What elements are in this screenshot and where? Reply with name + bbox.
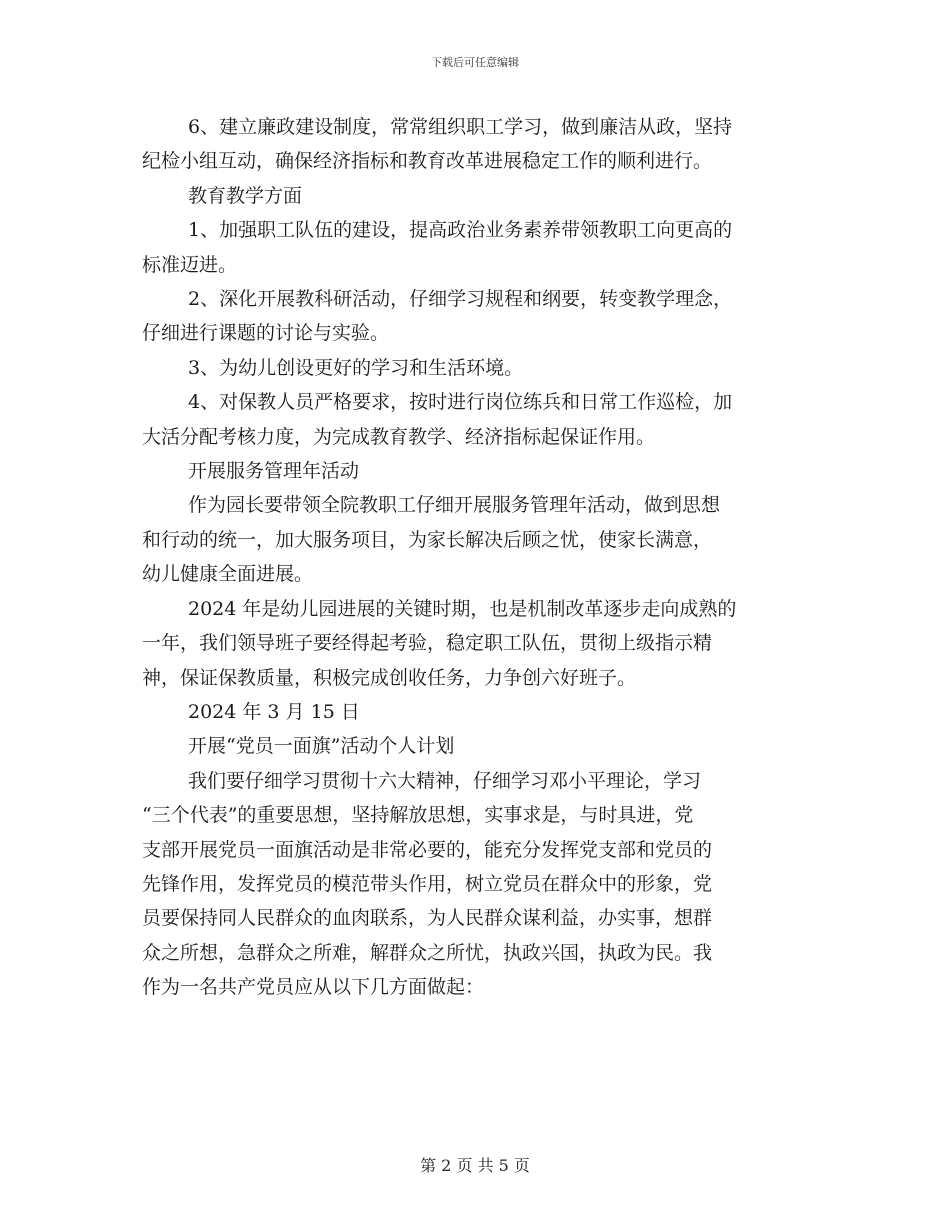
text-line: 纪检小组互动，确保经济指标和教育改革进展稳定工作的顺利进行。 [142, 150, 713, 173]
text-line: 1、加强职工队伍的建设，提高政治业务素养带领教职工向更高的 [188, 219, 733, 242]
text-line: 2、深化开展教科研活动，仔细学习规程和纲要，转变教学理念， [188, 288, 733, 311]
text-line: 支部开展党员一面旗活动是非常必要的，能充分发挥党支部和党员的 [142, 838, 713, 861]
text-line: 标准迈进。 [142, 253, 238, 276]
text-line: 众之所想，急群众之所难，解群众之所忧，执政兴国，执政为民。我 [142, 941, 713, 964]
text-line: 员要保持同人民群众的血肉联系，为人民群众谋利益，办实事，想群 [142, 907, 713, 930]
text-line: 2024 年 3 月 15 日 [188, 700, 360, 723]
text-line: 一年，我们领导班子要经得起考验，稳定职工队伍，贯彻上级指示精 [142, 632, 713, 655]
text-line: 6、建立廉政建设制度，常常组织职工学习，做到廉洁从政，坚持 [188, 116, 733, 138]
text-line: 我们要仔细学习贯彻十六大精神，仔细学习邓小平理论，学习 [188, 769, 702, 792]
text-line: 4、对保教人员严格要求，按时进行岗位练兵和日常工作巡检，加 [188, 391, 733, 414]
text-line: 2024 年是幼儿园进展的关键时期，也是机制改革逐步走向成熟的 [188, 597, 737, 620]
page-header: 下载后可任意编辑 [431, 56, 519, 69]
document-body [142, 110, 810, 1005]
text-line: 大活分配考核力度，为完成教育教学、经济指标起保证作用。 [142, 425, 656, 448]
text-line: 3、为幼儿创设更好的学习和生活环境。 [188, 356, 524, 379]
text-line: 和行动的统一，加大服务项目，为家长解决后顾之忧，使家长满意， [142, 528, 713, 551]
text-line: 教育教学方面 [188, 184, 303, 207]
text-line: 开展“党员一面旗”活动个人计划 [188, 735, 455, 758]
text-line: 开展服务管理年活动 [188, 460, 360, 483]
text-line: “三个代表”的重要思想，坚持解放思想，实事求是，与时具进，党 [142, 804, 694, 827]
text-line: 作为一名共产党员应从以下几方面做起： [142, 976, 485, 999]
text-line: 先锋作用，发挥党员的模范带头作用，树立党员在群众中的形象，党 [142, 872, 713, 895]
text-line: 神，保证保教质量，积极完成创收任务，力争创六好班子。 [142, 666, 637, 689]
text-line: 仔细进行课题的讨论与实验。 [142, 322, 390, 345]
text-line: 幼儿健康全面进展。 [142, 563, 314, 586]
page-footer: 第 2 页 共 5 页 [420, 1156, 530, 1175]
text-line: 作为园长要带领全院教职工仔细开展服务管理年活动，做到思想 [188, 494, 721, 517]
